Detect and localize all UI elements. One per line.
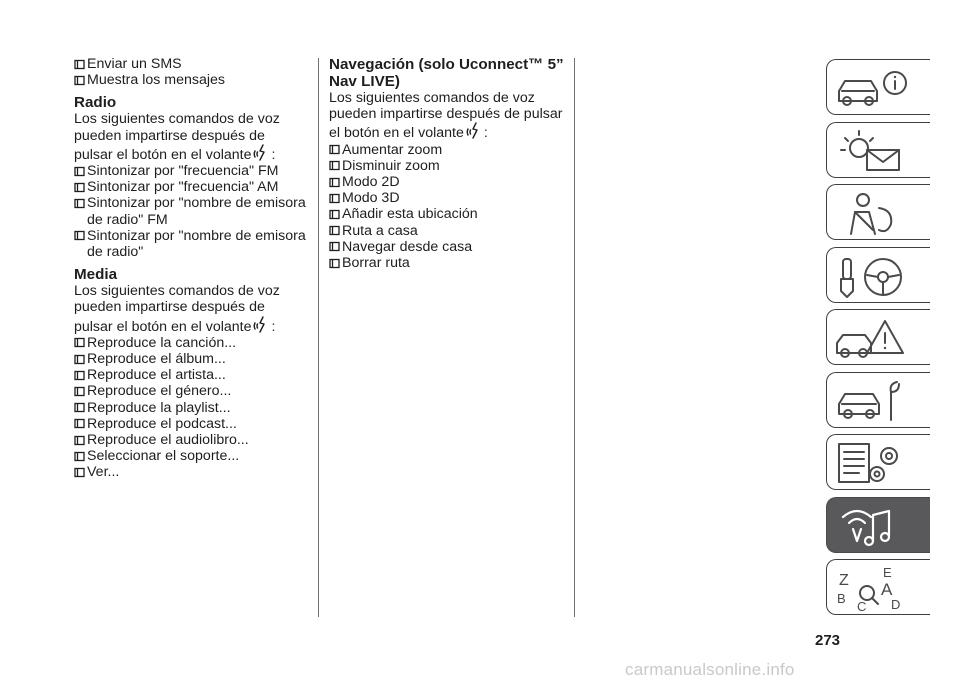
radio-intro-text: Los siguientes comandos de voz pueden impartirse después de pulsar el botón en el volante: [74, 111, 280, 163]
navigation-command-list: [329, 142, 565, 272]
list-item: [74, 432, 306, 448]
bullet-icon: [74, 335, 87, 351]
list-item-text: Reproduce el álbum...: [87, 351, 226, 368]
right-column: [329, 56, 565, 271]
bullet-icon: [74, 72, 87, 88]
svg-text:B: B: [837, 591, 846, 606]
specs-gears-icon: [833, 438, 913, 488]
navigation-heading: Navegación (solo Uconnect™ 5” Nav LIVE): [329, 56, 564, 90]
list-item-text: Reproduce el podcast...: [87, 415, 237, 432]
list-item-text: Reproduce el audiolibro...: [87, 432, 249, 449]
bullet-icon: [329, 239, 342, 255]
list-item: [74, 400, 306, 416]
list-item: [74, 367, 306, 383]
media-command-list: [74, 335, 306, 481]
chapter-tab[interactable]: [826, 434, 930, 490]
list-item-text: Seleccionar el soporte...: [87, 448, 240, 465]
bullet-icon: [329, 255, 342, 271]
list-item-text: Modo 2D: [342, 174, 400, 191]
list-item-text: Ruta a casa: [342, 222, 418, 239]
list-item: [329, 255, 565, 271]
list-item-text: Reproduce la canción...: [87, 334, 237, 351]
voice-command-icon: [252, 144, 270, 162]
chapter-tab[interactable]: [826, 247, 930, 303]
list-item: [329, 223, 565, 239]
sms-command-list: [74, 56, 306, 88]
bullet-icon: [329, 223, 342, 239]
list-item: [74, 335, 306, 351]
bullet-icon: [329, 142, 342, 158]
list-item: [74, 416, 306, 432]
list-item: [329, 190, 565, 206]
column-divider-right: [574, 58, 575, 617]
navigation-intro: [329, 90, 565, 142]
bullet-icon: [329, 190, 342, 206]
list-item: [329, 142, 565, 158]
list-item: [74, 464, 306, 480]
car-wrench-icon: [833, 376, 913, 426]
svg-text:A: A: [881, 580, 893, 599]
list-item: [329, 174, 565, 190]
list-item: [74, 56, 306, 72]
list-item: [329, 239, 565, 255]
list-item: [74, 195, 306, 227]
radio-heading: Radio: [74, 94, 117, 112]
bullet-icon: [74, 416, 87, 432]
radio-intro-colon: :: [271, 146, 276, 163]
list-item: [74, 383, 306, 399]
bullet-icon: [74, 448, 87, 464]
multimedia-music-icon: [833, 501, 913, 551]
bullet-icon: [74, 56, 87, 72]
list-item-text: Sintonizar por "nombre de emisora de radio" FM: [87, 195, 306, 228]
list-item: [74, 448, 306, 464]
key-steering-wheel-icon: [833, 251, 913, 301]
list-item-text: Muestra los mensajes: [87, 72, 225, 89]
bullet-icon: [74, 228, 87, 244]
svg-text:Z: Z: [839, 572, 849, 589]
radio-command-list: [74, 163, 306, 260]
bullet-icon: [74, 163, 87, 179]
list-item-text: Modo 3D: [342, 190, 400, 207]
list-item: [329, 206, 565, 222]
bullet-icon: [74, 400, 87, 416]
bullet-icon: [74, 367, 87, 383]
chapter-tab[interactable]: [826, 559, 930, 615]
bullet-icon: [74, 195, 87, 211]
list-item: [74, 351, 306, 367]
media-heading: Media: [74, 266, 118, 284]
list-item: [74, 228, 306, 260]
media-intro-colon: :: [271, 318, 276, 335]
navigation-intro-colon: :: [483, 125, 488, 142]
chapter-tab[interactable]: [826, 122, 930, 178]
bullet-icon: [329, 174, 342, 190]
column-divider-left: [318, 58, 319, 617]
voice-command-icon: [465, 122, 483, 140]
bullet-icon: [74, 351, 87, 367]
media-intro-text: Los siguientes comandos de voz pueden impartirse después de pulsar el botón en el volante: [74, 283, 280, 335]
car-crash-warning-icon: [833, 313, 913, 363]
list-item-text: Sintonizar por "frecuencia" FM: [87, 163, 279, 180]
chapter-tab[interactable]: [826, 309, 930, 365]
bullet-icon: [74, 464, 87, 480]
list-item-text: Añadir esta ubicación: [342, 206, 478, 223]
bullet-icon: [74, 432, 87, 448]
navigation-intro-text: Los siguientes comandos de voz pueden impartirse después de pulsar el botón en el volante: [329, 90, 563, 142]
list-item: [329, 158, 565, 174]
list-item-text: Enviar un SMS: [87, 56, 182, 72]
list-item-text: Aumentar zoom: [342, 141, 443, 158]
seatbelt-airbag-icon: [833, 188, 913, 238]
list-item-text: Reproduce el artista...: [87, 367, 226, 384]
list-item-text: Disminuir zoom: [342, 157, 440, 174]
bullet-icon: [329, 158, 342, 174]
media-intro: [74, 283, 306, 335]
footer-watermark: carmanualsonline.info: [625, 660, 795, 679]
left-column: [74, 56, 306, 481]
list-item-text: Sintonizar por "frecuencia" AM: [87, 179, 279, 196]
list-item-text: Reproduce el género...: [87, 383, 232, 400]
chapter-tab[interactable]: [826, 372, 930, 428]
radio-intro: [74, 111, 306, 163]
chapter-tab[interactable]: [826, 59, 930, 115]
warning-light-message-icon: [833, 126, 913, 176]
list-item: [74, 163, 306, 179]
page-number: 273: [815, 632, 841, 649]
list-item-text: Borrar ruta: [342, 255, 410, 272]
list-item-text: Ver...: [87, 464, 120, 481]
chapter-tab[interactable]: [826, 497, 930, 553]
svg-text:D: D: [891, 597, 901, 612]
list-item: [74, 72, 306, 88]
list-item-text: Navegar desde casa: [342, 238, 473, 255]
voice-command-icon: [252, 316, 270, 334]
list-item: [74, 179, 306, 195]
car-info-icon: [833, 63, 913, 113]
chapter-tab[interactable]: [826, 184, 930, 240]
alphabetical-index-icon: [833, 563, 913, 613]
bullet-icon: [74, 383, 87, 399]
list-item-text: Reproduce la playlist...: [87, 399, 231, 416]
svg-text:E: E: [883, 565, 892, 580]
bullet-icon: [74, 179, 87, 195]
svg-text:C: C: [857, 599, 867, 613]
list-item-text: Sintonizar por "nombre de emisora de radio": [87, 227, 306, 261]
bullet-icon: [329, 206, 342, 222]
